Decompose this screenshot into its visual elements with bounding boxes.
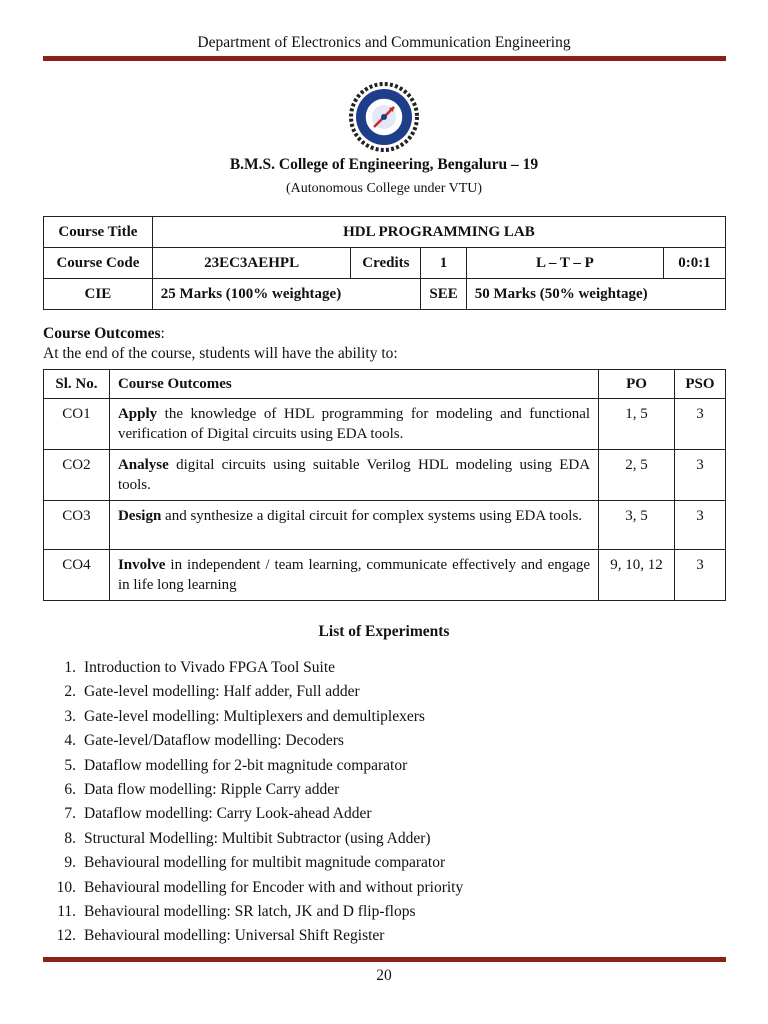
course-code-label: Course Code: [44, 248, 153, 279]
course-outcomes-intro: At the end of the course, students will have the ability to:: [43, 345, 398, 362]
co-description: Apply the knowledge of HDL programming for modeling and functional verification of Digital circuits using EDA tools.: [109, 399, 598, 450]
co-po: 1, 5: [599, 399, 675, 450]
co-id: CO2: [44, 450, 110, 501]
list-item: 12. Behavioural modelling: Universal Shift Register: [56, 927, 385, 945]
credits-value: 1: [421, 248, 466, 279]
college-logo-icon: [349, 82, 419, 152]
course-outcomes-heading: Course Outcomes:: [43, 325, 165, 342]
co-id: CO3: [44, 501, 110, 550]
header-rule: [43, 56, 726, 61]
table-row: [44, 399, 726, 450]
table-header-row: [44, 370, 726, 399]
co-pso: 3: [674, 550, 725, 601]
co-po: 9, 10, 12: [599, 550, 675, 601]
department-header: Department of Electronics and Communication Engineering: [197, 34, 571, 51]
course-title-value: HDL PROGRAMMING LAB: [152, 217, 725, 248]
list-item: 11. Behavioural modelling: SR latch, JK and D flip-flops: [57, 902, 416, 920]
list-item: 5. Dataflow modelling for 2-bit magnitude comparator: [64, 756, 408, 774]
list-item: 6. Data flow modelling: Ripple Carry adder: [64, 780, 340, 798]
co-pso: 3: [674, 450, 725, 501]
co-description: Analyse digital circuits using suitable Verilog HDL modeling using EDA tools.: [109, 450, 598, 501]
co-po: 2, 5: [599, 450, 675, 501]
co-po: 3, 5: [599, 501, 675, 550]
co-pso: 3: [674, 501, 725, 550]
college-name: B.M.S. College of Engineering, Bengaluru – 19: [229, 156, 539, 173]
see-label: SEE: [421, 279, 466, 310]
list-item: 4. Gate-level/Dataflow modelling: Decoders: [64, 732, 344, 750]
column-header: PSO: [674, 370, 725, 399]
table-row: [44, 550, 726, 601]
cie-label: CIE: [44, 279, 153, 310]
ltp-value: 0:0:1: [664, 248, 726, 279]
course-outcomes-table: [43, 369, 726, 601]
co-id: CO4: [44, 550, 110, 601]
co-pso: 3: [674, 399, 725, 450]
cie-value: 25 Marks (100% weightage): [152, 279, 421, 310]
list-item: 1. Introduction to Vivado FPGA Tool Suite: [64, 659, 336, 676]
experiments-list: [50, 657, 463, 950]
see-value: 50 Marks (50% weightage): [466, 279, 725, 310]
list-item: 7. Dataflow modelling: Carry Look-ahead Adder: [64, 805, 372, 823]
column-header: PO: [599, 370, 675, 399]
list-item: 2. Gate-level modelling: Half adder, Full adder: [64, 683, 360, 701]
course-title-label: Course Title: [44, 217, 153, 248]
footer-rule: [43, 957, 726, 962]
table-row: [44, 501, 726, 550]
experiments-title: List of Experiments: [318, 623, 450, 640]
column-header: Sl. No.: [44, 370, 110, 399]
ltp-label: L – T – P: [466, 248, 663, 279]
credits-label: Credits: [351, 248, 421, 279]
co-id: CO1: [44, 399, 110, 450]
list-item: 3. Gate-level modelling: Multiplexers and demultiplexers: [64, 707, 425, 725]
list-item: 10. Behavioural modelling for Encoder with and without priority: [56, 878, 464, 896]
column-header: Course Outcomes: [109, 370, 598, 399]
course-code-row: [44, 248, 726, 279]
co-description: Involve in independent / team learning, communicate effectively and engage in life long learning: [109, 550, 598, 601]
assessment-row: [44, 279, 726, 310]
course-title-row: [44, 217, 726, 248]
co-description: Design and synthesize a digital circuit for complex systems using EDA tools.: [109, 501, 598, 550]
table-row: [44, 450, 726, 501]
course-code-value: 23EC3AEHPL: [152, 248, 351, 279]
page-number: 20: [376, 967, 392, 984]
course-info-table: [43, 216, 726, 310]
list-item: 8. Structural Modelling: Multibit Subtractor (using Adder): [64, 829, 431, 847]
college-subtitle: (Autonomous College under VTU): [285, 181, 483, 196]
list-item: 9. Behavioural modelling for multibit magnitude comparator: [64, 854, 446, 872]
